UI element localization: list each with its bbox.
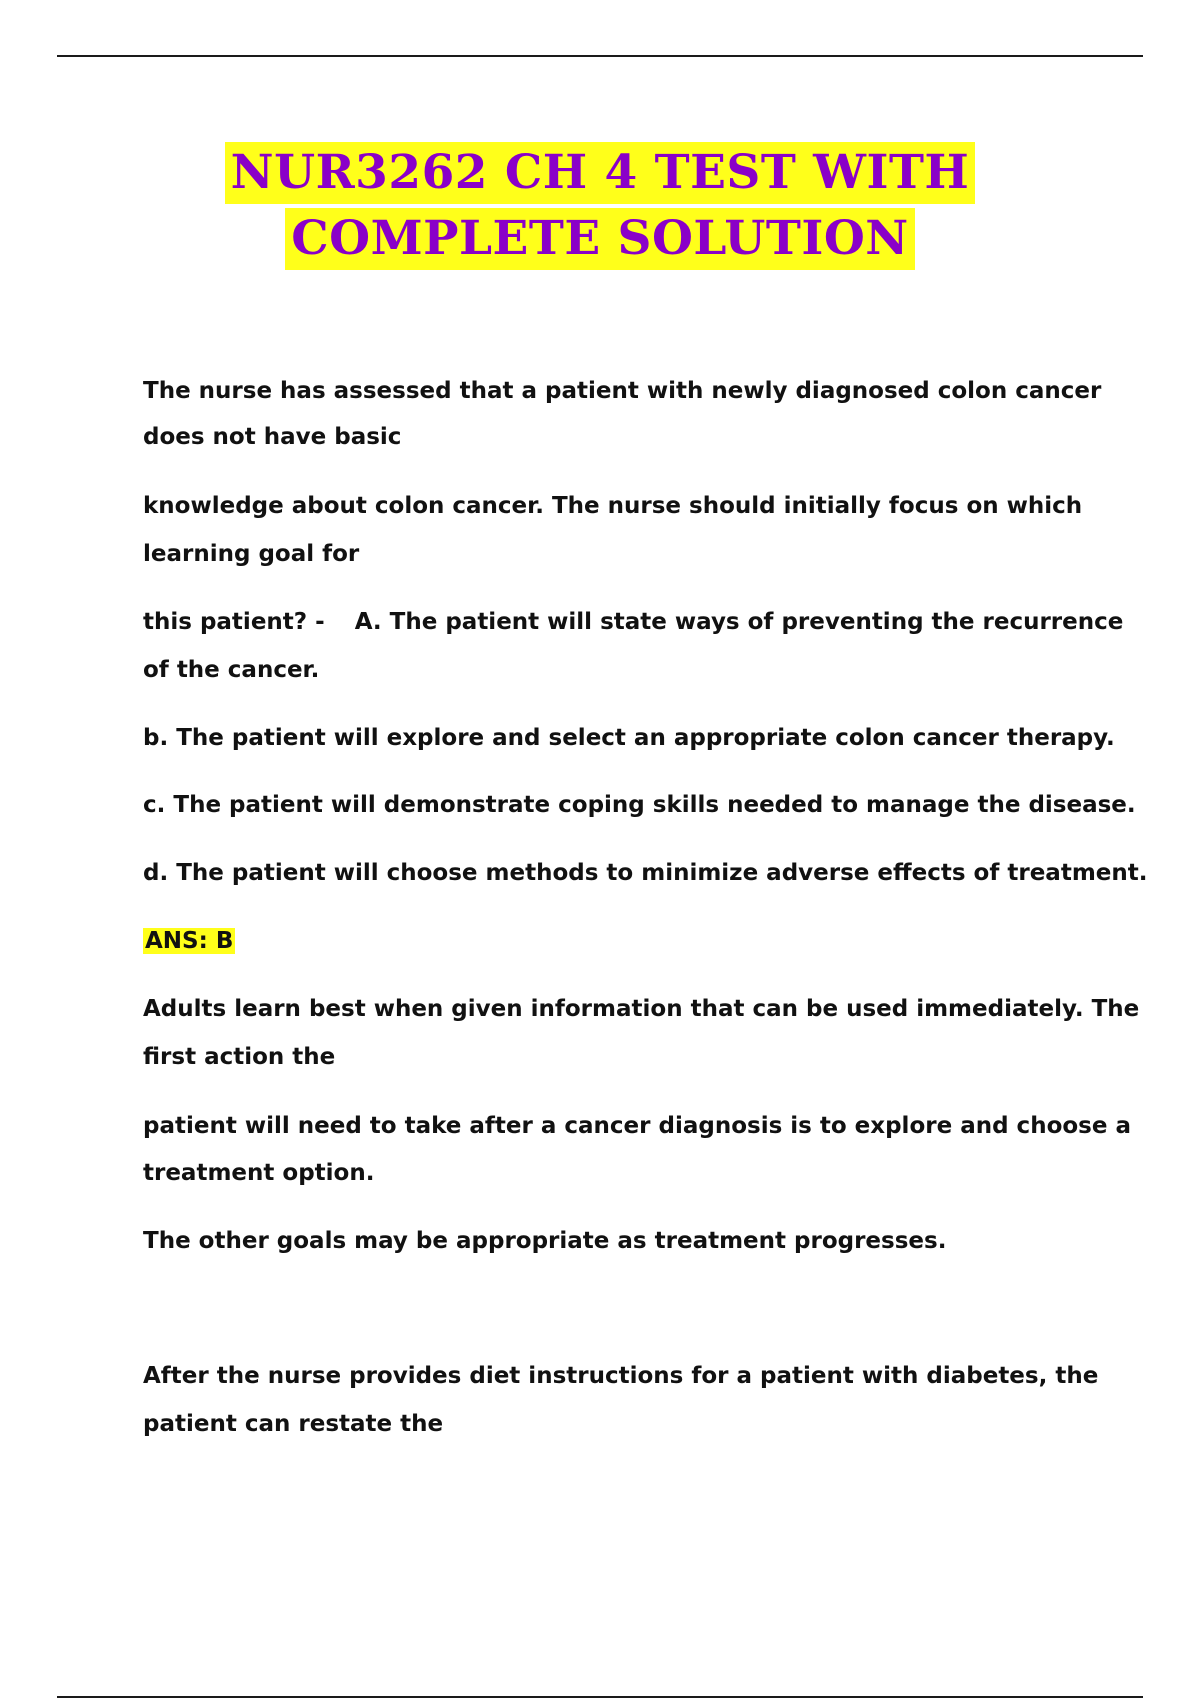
- rationale-line-2: first action the: [143, 1044, 336, 1070]
- question-1-option-c: c. The patient will demonstrate coping skills needed to manage the disease.: [143, 792, 1136, 818]
- question-1-stem-line-3: knowledge about colon cancer. The nurse should initially focus on which: [143, 493, 1083, 519]
- answer-highlight: ANS: B: [145, 928, 234, 954]
- question-1-option-a: A. The patient will state ways of preventing the recurrence: [354, 609, 1124, 635]
- document-title: [0, 142, 1200, 270]
- question-1-stem-line-1: The nurse has assessed that a patient with newly diagnosed colon cancer: [143, 378, 1102, 404]
- rationale-line-4: treatment option.: [143, 1160, 375, 1186]
- question-1-stem-line-5: [143, 598, 1124, 646]
- bottom-divider: [57, 1696, 1143, 1698]
- title-line-2: COMPLETE SOLUTION: [285, 208, 914, 270]
- question-2-stem-line-2: patient can restate the: [143, 1411, 444, 1437]
- question-1-stem-line-4: learning goal for: [143, 541, 360, 567]
- question-1-stem-line-2: does not have basic: [143, 424, 402, 450]
- question-1-option-d: d. The patient will choose methods to minimize adverse effects of treatment.: [143, 860, 1148, 886]
- rationale-line-1: Adults learn best when given information that can be used immediately. The: [143, 996, 1140, 1022]
- title-line-1: NUR3262 CH 4 TEST WITH: [225, 142, 976, 204]
- question-1-stem-prefix: this patient? -: [143, 609, 325, 635]
- rationale-line-5: The other goals may be appropriate as treatment progresses.: [143, 1228, 947, 1254]
- question-2-stem-line-1: After the nurse provides diet instructions for a patient with diabetes, the: [143, 1363, 1099, 1389]
- question-1-answer-line: [143, 917, 1103, 965]
- question-1-option-a-continued: of the cancer.: [143, 657, 320, 683]
- top-divider: [57, 55, 1143, 57]
- question-1-option-b: b. The patient will explore and select an appropriate colon cancer therapy.: [143, 725, 1115, 751]
- rationale-line-3: patient will need to take after a cancer diagnosis is to explore and choose a: [143, 1113, 1131, 1139]
